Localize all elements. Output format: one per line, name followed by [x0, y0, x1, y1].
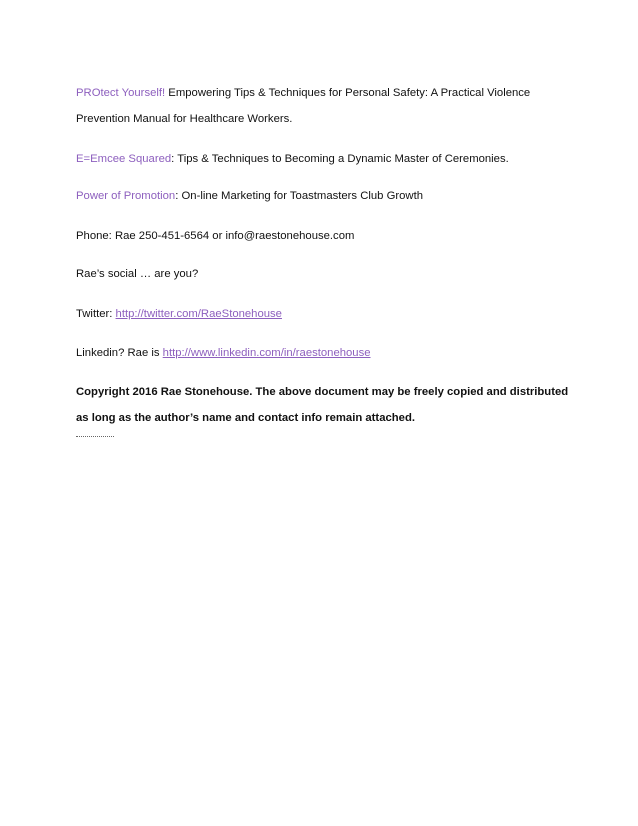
- phone-line: Phone: Rae 250-451-6564 or info@raestonehouse.com: [76, 230, 355, 242]
- book-description: : Tips & Techniques to Becoming a Dynamic Master of Ceremonies.: [171, 153, 509, 165]
- book-link-power-of-promotion[interactable]: Power of Promotion: [76, 190, 176, 202]
- copyright-line-1: Copyright 2016 Rae Stonehouse. The above document may be freely copied and distributed: [76, 386, 569, 398]
- book-entry-emcee-squared: [76, 153, 509, 165]
- book-entry-power-of-promotion: [76, 190, 423, 202]
- book-link-protect-yourself[interactable]: PROtect Yourself!: [76, 87, 166, 99]
- book-description: : On-line Marketing for Toastmasters Club Growth: [175, 190, 424, 202]
- book-description-continued: Prevention Manual for Healthcare Workers.: [76, 113, 293, 125]
- twitter-line: [76, 308, 282, 320]
- book-description: Empowering Tips & Techniques for Personal Safety: A Practical Violence: [165, 87, 531, 99]
- twitter-link[interactable]: http://twitter.com/RaeStonehouse: [115, 308, 282, 320]
- linkedin-label: Linkedin? Rae is: [76, 347, 163, 359]
- book-entry-protect-yourself: [76, 87, 530, 99]
- copyright-line-2: as long as the author’s name and contact info remain attached.: [76, 412, 415, 424]
- book-link-emcee-squared[interactable]: E=Emcee Squared: [76, 153, 172, 165]
- dotted-divider: [76, 436, 114, 437]
- linkedin-line: [76, 347, 371, 359]
- linkedin-link[interactable]: http://www.linkedin.com/in/raestonehouse: [162, 347, 371, 359]
- twitter-label: Twitter:: [76, 308, 116, 320]
- social-line: Rae’s social … are you?: [76, 268, 199, 280]
